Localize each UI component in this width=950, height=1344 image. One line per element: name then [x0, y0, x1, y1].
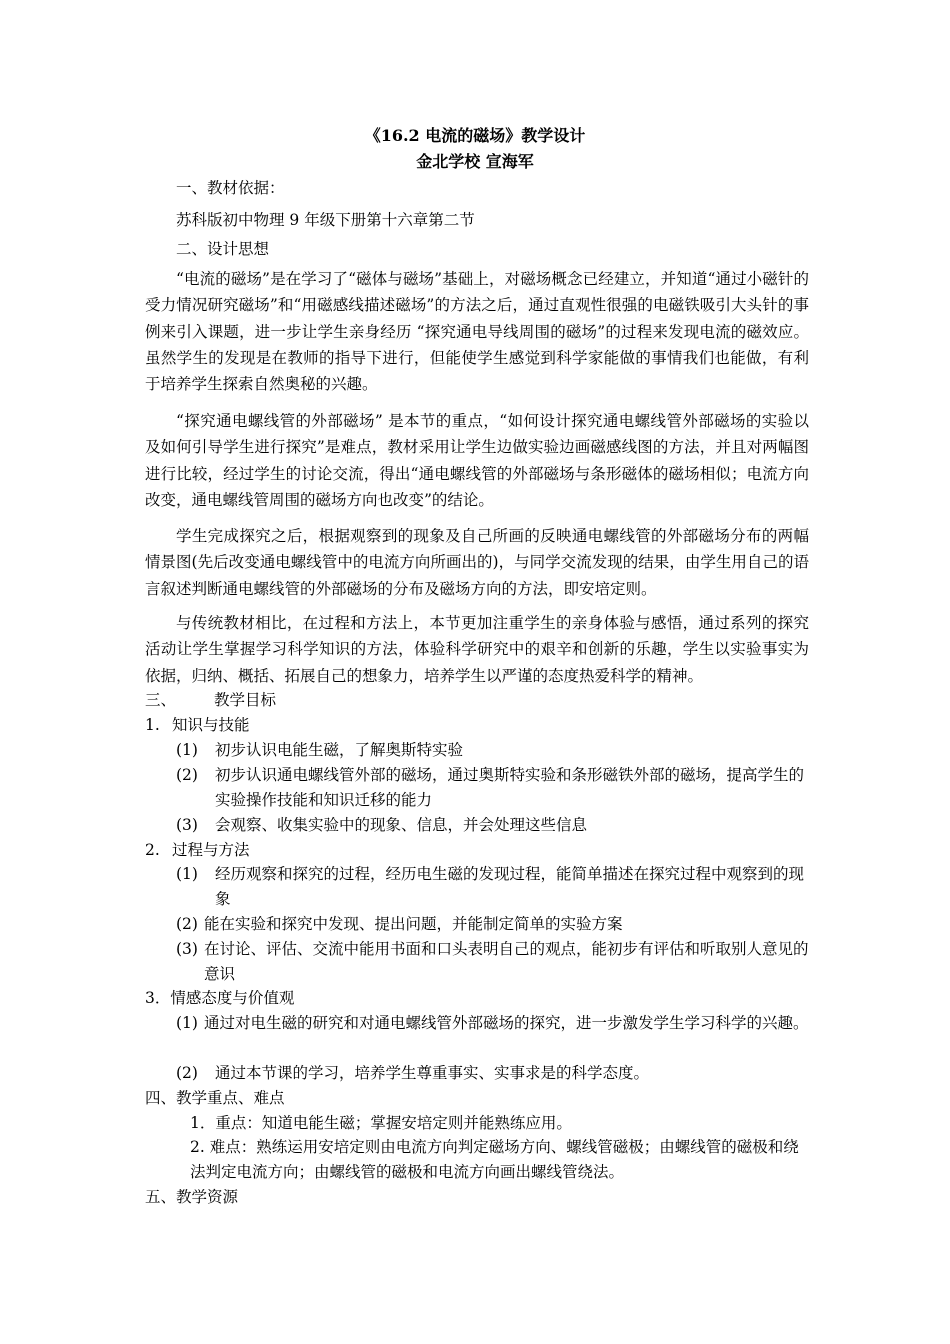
list-item: (1) 通过对电生磁的研究和对通电螺线管外部磁场的探究，进一步激发学生学习科学的兴趣。 — [176, 1014, 809, 1032]
list-item: (2) 初步认识通电螺线管外部的磁场，通过奥斯特实验和条形磁铁外部的磁场，提高学生的实验操作技能和知识迁移的能力 — [176, 766, 805, 809]
list-item: (3) 会观察、收集实验中的现象、信息，并会处理这些信息 — [176, 816, 588, 834]
goal-2-number: 2. — [145, 841, 160, 859]
list-item: (1) 初步认识电能生磁，了解奥斯特实验 — [176, 741, 464, 759]
section-4-heading: 四、教学重点、难点 — [145, 1089, 285, 1107]
list-item: (2) 通过本节课的学习，培养学生尊重事实、实事求是的科学态度。 — [176, 1064, 650, 1082]
section-3-heading: 教学目标 — [214, 691, 277, 709]
design-paragraph-1: “电流的磁场”是在学习了“磁体与磁场”基础上，对磁场概念已经建立，并知道“通过小磁针的受力情况研究磁场”和“用磁感线描述磁场”的方法之后，通过直观性很强的电磁铁吸引大头针的事例来引入课题，进一步让学生亲身经历 “探究通电导线周围的磁场”的过程来发现电流的磁效应。虽然学生的发现是在教师的指导下进行，但能使学生感觉到科学家能做的事情我们也能做，有利于培养学生探索自然奥秘的兴趣。 — [145, 270, 809, 394]
goal-3-heading: 3．情感态度与价值观 — [145, 989, 295, 1007]
design-paragraph-3: 学生完成探究之后，根据观察到的现象及自己所画的反映通电螺线管的外部磁场分布的两幅情景图(先后改变通电螺线管中的电流方向所画出的)，与同学交流发现的结果，由学生用自己的语言叙述判断通电螺线管的外部磁场的分布及磁场方向的方法，即安培定则。 — [145, 527, 809, 598]
list-item: (3) 在讨论、评估、交流中能用书面和口头表明自己的观点，能初步有评估和听取别人意见的意识 — [176, 940, 809, 983]
goal-2-heading: 过程与方法 — [172, 841, 250, 859]
section-1-heading: 一、教材依据： — [176, 179, 285, 197]
design-paragraph-2: “探究通电螺线管的外部磁场” 是本节的重点，“如何设计探究通电螺线管外部磁场的实验以及如何引导学生进行探究”是难点，教材采用让学生边做实验边画磁感线图的方法，并且对两幅图进行比较，经过学生的讨论交流，得出“通电螺线管的外部磁场与条形磁体的磁场相似；电流方向改变，通电螺线管周围的磁场方向也改变”的结论。 — [145, 412, 809, 509]
goal-1-number: 1. — [145, 716, 160, 734]
list-item: (2) 能在实验和探究中发现、提出问题，并能制定简单的实验方案 — [176, 915, 623, 933]
section-1-text: 苏科版初中物理 9 年级下册第十六章第二节 — [176, 211, 475, 229]
section-5-heading: 五、教学资源 — [145, 1188, 239, 1206]
document-title: 《16.2 电流的磁场》教学设计 — [364, 126, 586, 145]
section-2-heading: 二、设计思想 — [176, 240, 270, 258]
section-3-number: 三、 — [145, 691, 177, 709]
document-author: 金北学校 宣海军 — [416, 152, 534, 171]
list-item: (1) 经历观察和探究的过程，经历电生磁的发现过程，能简单描述在探究过程中观察到的现象 — [176, 865, 805, 908]
goal-1-heading: 知识与技能 — [172, 716, 250, 734]
section-4-key-point: 1．重点：知道电能生磁；掌握安培定则并能熟练应用。 — [190, 1114, 572, 1132]
design-paragraph-4: 与传统教材相比，在过程和方法上，本节更加注重学生的亲身体验与感悟，通过系列的探究活动让学生掌握学习科学知识的方法，体验科学研究中的艰辛和创新的乐趣，学生以实验事实为依据，归纳、概括、拓展自己的想象力，培养学生以严谨的态度热爱科学的精神。 — [145, 614, 809, 685]
section-4-difficulty: 2. 难点：熟练运用安培定则由电流方向判定磁场方向、螺线管磁极；由螺线管的磁极和绕法判定电流方向；由螺线管的磁极和电流方向画出螺线管绕法。 — [190, 1138, 799, 1181]
